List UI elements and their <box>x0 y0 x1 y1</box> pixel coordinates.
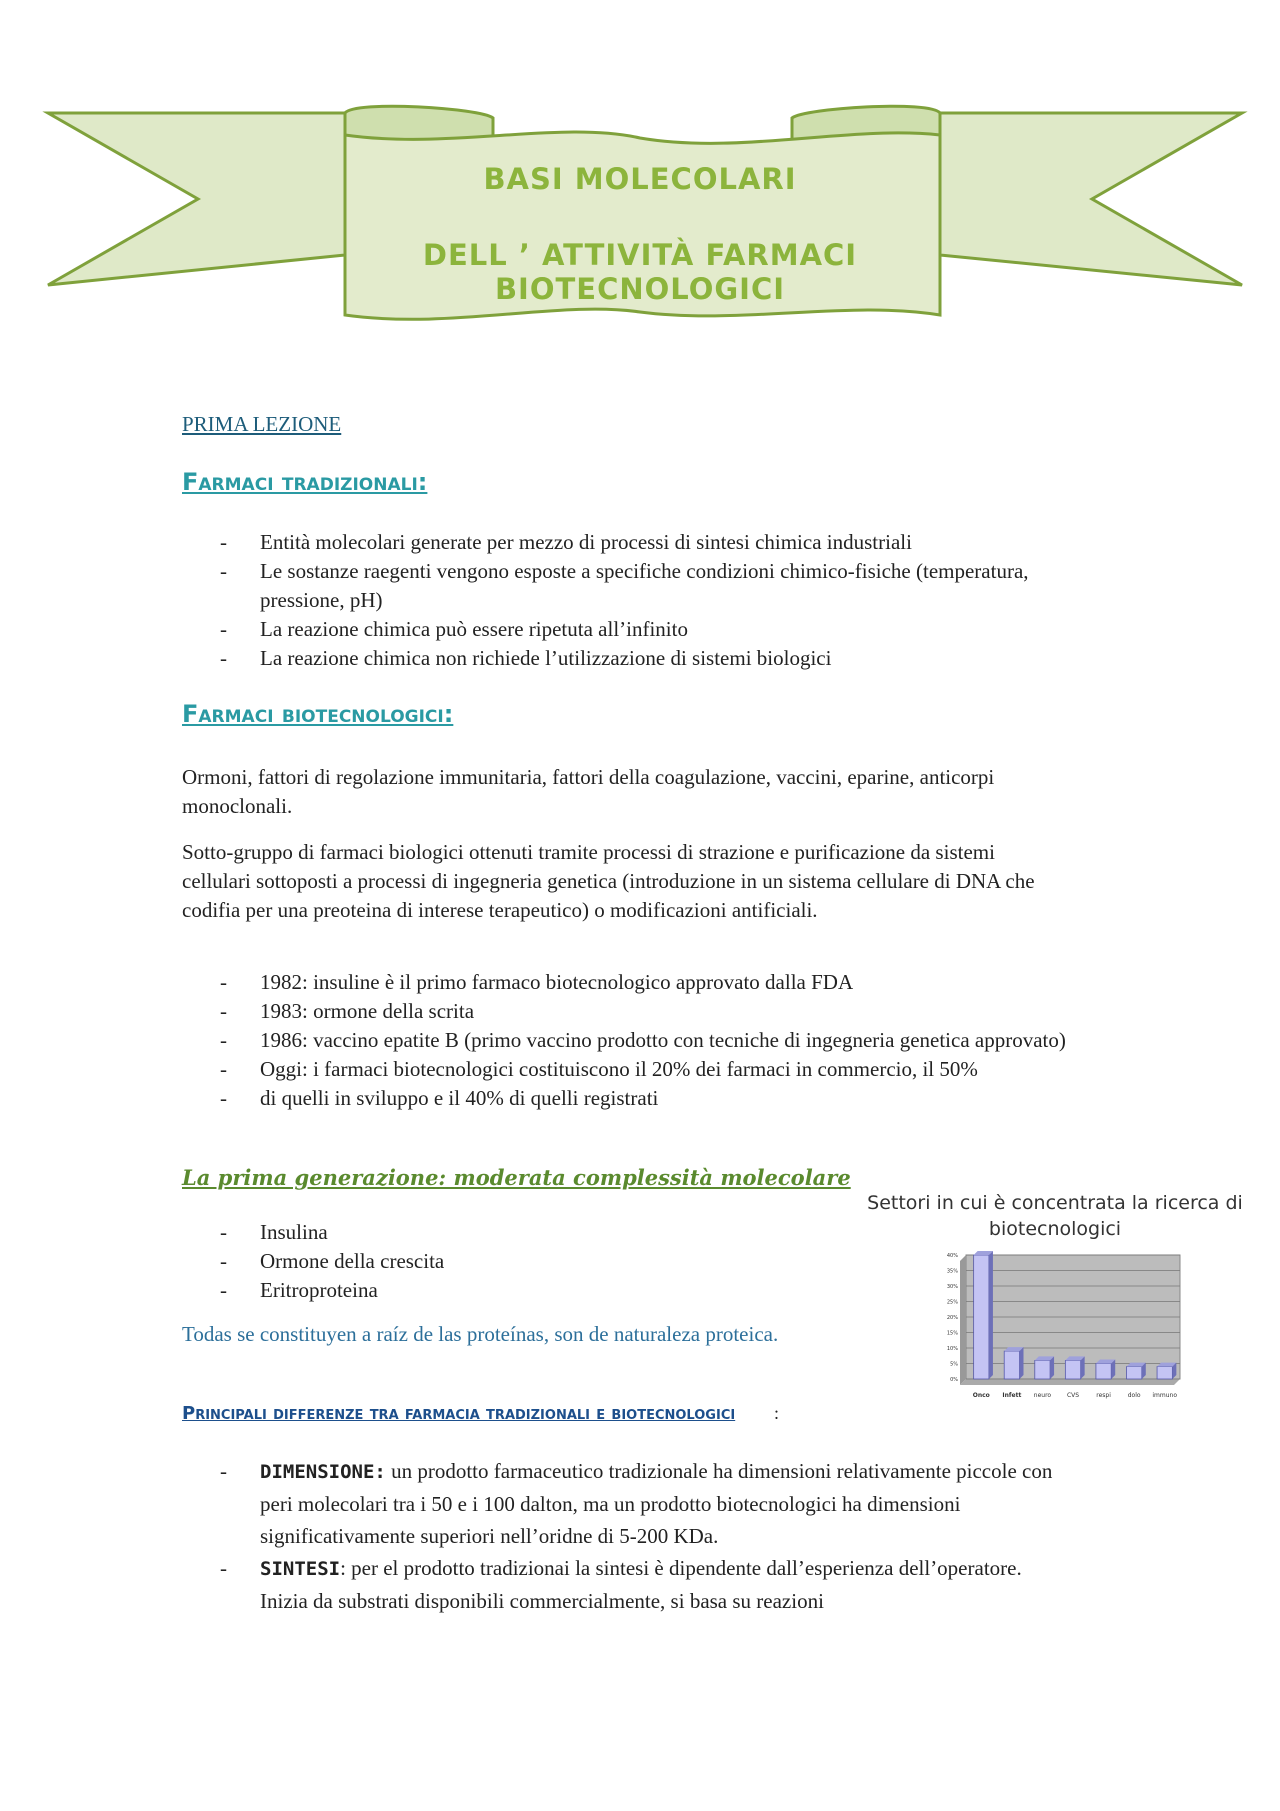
list-item: - La reazione chimica non richiede l’utilizzazione di sistemi biologici <box>220 646 832 670</box>
heading-first-generation: La prima generazione: moderata complessità molecolare <box>182 1165 851 1190</box>
banner-right-tail <box>940 113 1242 285</box>
keyword-synthesis: SINTESI <box>260 1558 341 1580</box>
chart-x-tick-label: CVS <box>1066 1392 1080 1399</box>
first-generation-list <box>220 1218 720 1305</box>
banner-title-line2: DELL ’ ATTIVITÀ FARMACI BIOTECNOLOGICI <box>422 238 858 306</box>
chart-y-tick-label: 40% <box>946 1253 958 1259</box>
chart-bar <box>1004 1351 1019 1379</box>
list-item: - di quelli in sviluppo e il 40% di quelli registrati <box>220 1086 659 1110</box>
chart-y-tick-label: 5% <box>950 1361 958 1368</box>
banner-title-line1: BASI MOLECOLARI <box>483 162 797 196</box>
biotech-timeline-list <box>220 968 1080 1113</box>
list-item: - Le sostanze raegenti vengono esposte a specifiche condizioni chimico-fisiche (temperatura, pressione, pH) <box>220 559 1029 612</box>
chart-y-tick-label: 15% <box>946 1330 958 1337</box>
biotech-para-2: Sotto-gruppo di farmaci biologici ottenuti tramite processi di strazione e purificazione da sistemi cellulari sottoposti a processi di ingegneria genetica (introduzione in un sistema cellulare di DNA che codifia per una preoteina di interese terapeutico) o modificazioni antificiali. <box>182 840 1035 922</box>
chart-y-tick-label: 35% <box>946 1268 958 1275</box>
list-item: - 1983: ormone della scrita <box>220 999 475 1023</box>
heading-traditional-drugs: Farmaci tradizionali: <box>182 468 428 496</box>
chart-bar <box>974 1255 989 1379</box>
chart-x-tick-label: neuro <box>1033 1392 1052 1399</box>
chart-bar <box>1157 1367 1172 1379</box>
chart-title-line1: Settori in cui è concentrata la ricerca di <box>867 1192 1243 1214</box>
chart-y-tick-label: 10% <box>946 1346 958 1352</box>
chart-y-tick-label: 25% <box>946 1299 958 1306</box>
biotech-para-1: Ormoni, fattori di regolazione immunitaria, fattori della coagulazione, vaccini, eparine, anticorpi monoclonali. <box>182 765 995 818</box>
list-item: - Insulina <box>220 1220 328 1244</box>
list-item: - 1986: vaccino epatite B (primo vaccino prodotto con tecniche di ingegneria genetica approvato) <box>220 1028 1066 1052</box>
chart-x-tick-label: immuno <box>1152 1392 1178 1399</box>
chart-title-line2: biotecnologici <box>988 1218 1122 1240</box>
list-item: - SINTESI: per el prodotto tradizionai la sintesi è dipendente dall’esperienza dell’operatore. Inizia da substrati disponibili commercialmente, si basa su reazioni <box>220 1556 1022 1613</box>
chart-bar-side <box>1020 1347 1024 1379</box>
keyword-dimension: DIMENSIONE: <box>260 1461 386 1483</box>
lesson-label: PRIMA LEZIONE <box>182 412 342 436</box>
traditional-list <box>220 528 1040 673</box>
heading-biotech-drugs: Farmaci biotecnologici: <box>182 700 454 728</box>
chart-bar <box>1035 1360 1050 1379</box>
chart-y-tick-label: 20% <box>946 1315 958 1321</box>
list-item: - Entità molecolari generate per mezzo di processi di sintesi chimica industriali <box>220 530 912 554</box>
list-item: - DIMENSIONE: un prodotto farmaceutico tradizionale ha dimensioni relativamente piccole con peri molecolari tra i 50 e i 100 dalton, ma un prodotto biotecnologici ha dimensioni significativamente superiori nell’oridne di 5-200 KDa. <box>220 1459 1053 1548</box>
first-generation-note: Todas se constituyen a raíz de las proteínas, son de naturaleza proteica. <box>182 1322 779 1346</box>
heading-differences: Principali differenze tra farmacia tradizionali e biotecnologici <box>182 1403 736 1424</box>
chart-x-tick-label: dolo <box>1127 1392 1141 1399</box>
bar-chart <box>930 1250 1190 1405</box>
list-item: - Oggi: i farmaci biotecnologici costituiscono il 20% dei farmaci in commercio, il 50% <box>220 1057 978 1081</box>
differences-list <box>220 1455 1070 1617</box>
chart-x-tick-label: Onco <box>972 1392 990 1399</box>
chart-floor <box>960 1379 1180 1385</box>
banner-left-tail <box>48 113 345 285</box>
chart-y-tick-label: 0% <box>950 1377 958 1383</box>
chart-x-tick-label: respi <box>1096 1392 1111 1399</box>
chart-y-tick-label: 30% <box>946 1284 958 1290</box>
chart-bar <box>1127 1367 1142 1379</box>
chart-bar <box>1065 1360 1080 1379</box>
chart-bar <box>1096 1364 1111 1380</box>
heading-differences-colon: : <box>774 1403 780 1423</box>
list-item: - Ormone della crescita <box>220 1249 445 1273</box>
list-item: - Eritroproteina <box>220 1278 378 1302</box>
chart-bar-side <box>989 1251 993 1379</box>
list-item: - 1982: insuline è il primo farmaco biotecnologico approvato dalla FDA <box>220 970 854 994</box>
list-item: - La reazione chimica può essere ripetuta all’infinito <box>220 617 688 641</box>
chart-side-wall <box>960 1255 966 1385</box>
chart-x-tick-label: Infett <box>1002 1392 1022 1399</box>
